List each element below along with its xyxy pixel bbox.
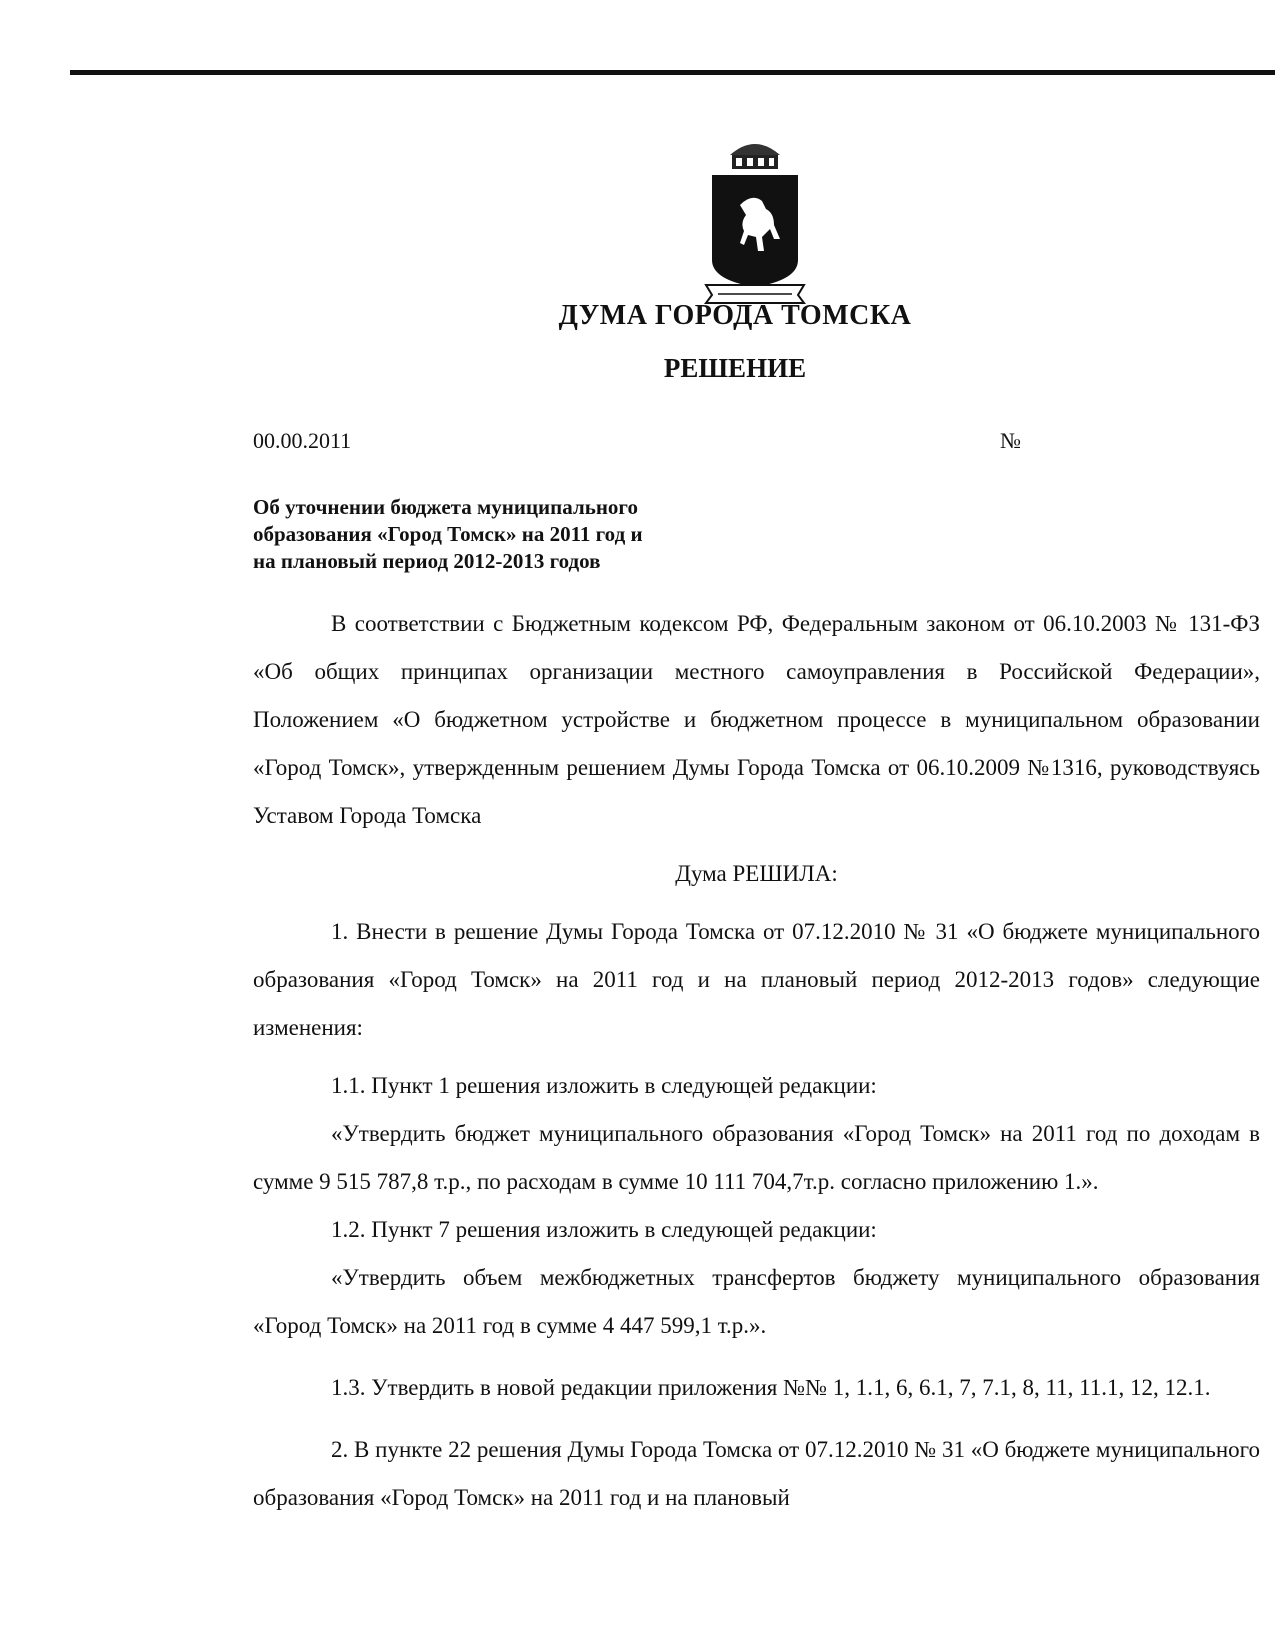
crown-icon — [730, 144, 780, 169]
resolved-heading: Дума РЕШИЛА: — [675, 861, 838, 886]
paragraph-1: 1. Внести в решение Думы Города Томска от 07.12.2010 № 31 «О бюджете муниципального образования «Город Томск» на 2011 год и на плановый период 2012-2013 годов» следующие изменения: — [253, 919, 1260, 1040]
paragraph-1-1-text: «Утвердить бюджет муниципального образования «Город Томск» на 2011 год по доходам в сумме 9 515 787,8 т.р., по расходам в сумме 10 111 704,7т.р. согласно приложению 1.». — [253, 1121, 1260, 1194]
paragraph-1-1: 1.1. Пункт 1 решения изложить в следующей редакции: — [331, 1073, 877, 1098]
top-rule — [70, 70, 1275, 75]
doc-date: 00.00.2011 — [253, 428, 352, 453]
document-body — [253, 600, 1260, 1522]
subject-line: на плановый период 2012-2013 годов — [253, 549, 601, 573]
preamble: В соответствии с Бюджетным кодексом РФ, Федеральным законом от 06.10.2003 № 131-ФЗ «Об общих принципах организации местного самоуправления в Российской Федерации», Положением «О бюджетном устройстве и бюджетном процессе в муниципальном образовании «Город Томск», утвержденным решением Думы Города Томска от 06.10.2009 №1316, руководствуясь Уставом Города Томска — [253, 611, 1260, 828]
paragraph-1-3: 1.3. Утвердить в новой редакции приложения №№ 1, 1.1, 6, 6.1, 7, 7.1, 8, 11, 11.1, 12, 12.1. — [331, 1375, 1211, 1400]
subject-line: образования «Город Томск» на 2011 год и — [253, 522, 643, 546]
paragraph-1-2-text: «Утвердить объем межбюджетных трансфертов бюджету муниципального образования «Город Томск» на 2011 год в сумме 4 447 599,1 т.р.». — [253, 1265, 1260, 1338]
doc-type: РЕШЕНИЕ — [663, 353, 807, 383]
subject-line: Об уточнении бюджета муниципального — [253, 495, 638, 519]
paragraph-1-2: 1.2. Пункт 7 решения изложить в следующей редакции: — [331, 1217, 877, 1242]
coat-of-arms-icon — [700, 135, 810, 305]
subject-title — [253, 494, 773, 575]
doc-number: № — [1000, 428, 1021, 453]
paragraph-2: 2. В пункте 22 решения Думы Города Томска от 07.12.2010 № 31 «О бюджете муниципального образования «Город Томск» на 2011 год и на плановый — [253, 1437, 1260, 1510]
org-name: ДУМА ГОРОДА ТОМСКА — [558, 300, 912, 331]
